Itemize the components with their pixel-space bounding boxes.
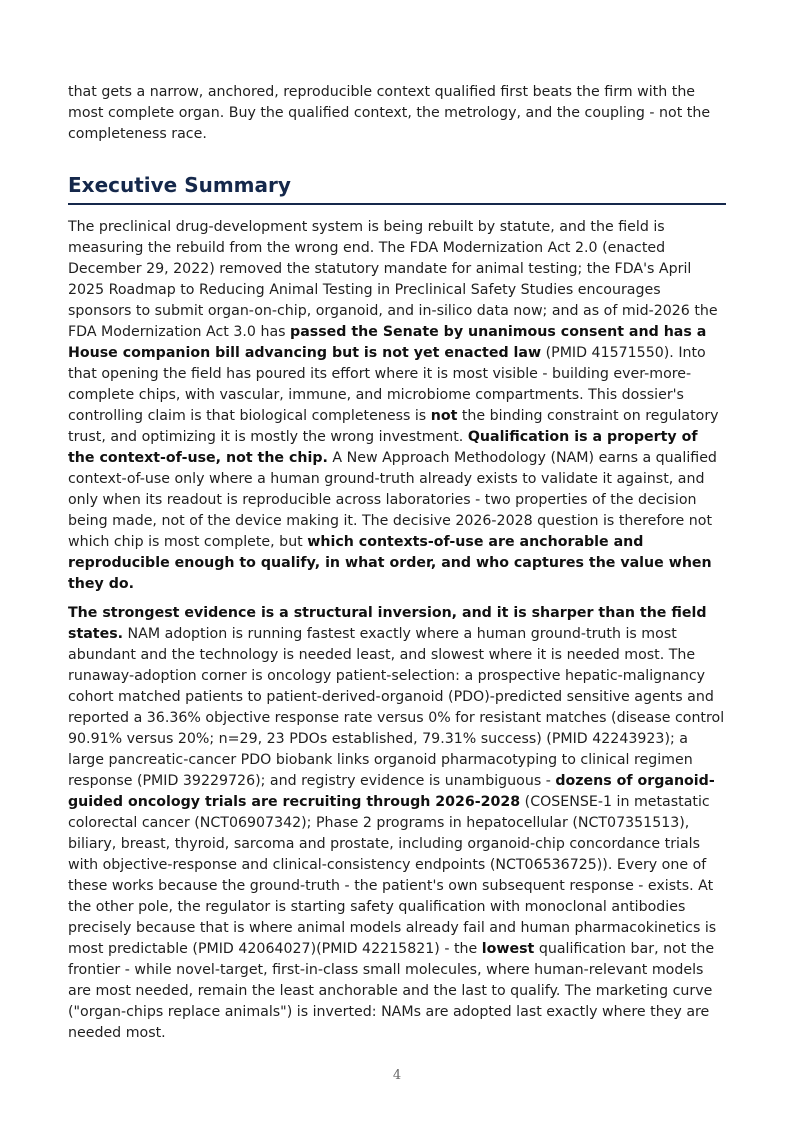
bold-text-run: not <box>430 408 458 424</box>
summary-paragraph-1 <box>68 217 726 595</box>
text-run: (COSENSE-1 in metastatic colorectal cancer (NCT06907342); Phase 2 programs in hepatocellular (NCT07351513), biliary, breast, thyroid, sarcoma and prostate, including organoid-chip concordance trials with objective-response and clinical-consistency endpoints (NCT06536725)). Every one of these works because the ground-truth - the patient's own subsequent response - exists. At the other pole, the regulator is starting safety qualification with monoclonal antibodies precisely because that is where animal models already fail and human pharmacokinetics is most predictable (PMID 42064027)(PMID 42215821) - the <box>68 794 717 957</box>
text-run: (PMID 41571550). Into that opening the field has poured its effort where it is most visible - building ever-more-complete chips, with vascular, immune, and microbiome compartments. This dossier's controlling claim is that biological completeness is <box>68 345 706 424</box>
bold-text-run: Qualification is a property of the context-of-use, not the chip. <box>68 429 698 466</box>
bold-text-run: The strongest evidence is a structural inversion, and it is sharper than the field states. <box>68 605 707 642</box>
bold-text-run: dozens of organoid-guided oncology trials are recruiting through 2026-2028 <box>68 773 715 810</box>
page-number: 4 <box>392 1068 402 1083</box>
lead-paragraph: that gets a narrow, anchored, reproducible context qualified first beats the firm with the most complete organ. Buy the qualified context, the metrology, and the coupling - not the completeness race. <box>68 84 711 142</box>
summary-paragraph-2 <box>68 603 726 1044</box>
text-run: A New Approach Methodology (NAM) earns a qualified context-of-use only where a human ground-truth already exists to validate it against, and only when its readout is reproducible across laboratories - two properties of the decision being made, not of the device making it. The decisive 2026-2028 question is therefore not which chip is most complete, but <box>68 450 717 550</box>
bold-text-run: passed the Senate by unanimous consent and has a House companion bill advancing but is not yet enacted law <box>68 324 707 361</box>
section-title: Executive Summary <box>68 173 726 205</box>
text-run: qualification bar, not the frontier - while novel-target, first-in-class small molecules, where human-relevant models are most needed, remain the least anchorable and the last to qualify. The marketing curve ("organ-chips replace animals") is inverted: NAMs are adopted last exactly where they are needed most. <box>68 941 715 1041</box>
text-run: The preclinical drug-development system is being rebuilt by statute, and the field is measuring the rebuild from the wrong end. The FDA Modernization Act 2.0 (enacted December 29, 2022) removed the statutory mandate for animal testing; the FDA's April 2025 Roadmap to Reducing Animal Testing in Preclinical Safety Studies encourages sponsors to submit organ-on-chip, organoid, and in-silico data now; and as of mid-2026 the FDA Modernization Act 3.0 has <box>68 219 718 340</box>
text-run: the binding constraint on regulatory trust, and optimizing it is mostly the wrong investment. <box>68 408 719 445</box>
document-page <box>68 82 726 1044</box>
text-run: NAM adoption is running fastest exactly where a human ground-truth is most abundant and the technology is needed least, and slowest where it is needed most. The runaway-adoption corner is oncology patient-selection: a prospective hepatic-malignancy cohort matched patients to patient-derived-organoid (PDO)-predicted sensitive agents and reported a 36.36% objective response rate versus 0% for resistant matches (disease control 90.91% versus 20%; n=29, 23 PDOs established, 79.31% success) (PMID 42243923); a large pancreatic-cancer PDO biobank links organoid pharmacotyping to clinical regimen response (PMID 39229726); and registry evidence is unambiguous - <box>68 626 725 789</box>
bold-text-run: lowest <box>481 941 535 957</box>
bold-text-run: which contexts-of-use are anchorable and reproducible enough to qualify, in what order, and who captures the value when they do. <box>68 534 712 592</box>
